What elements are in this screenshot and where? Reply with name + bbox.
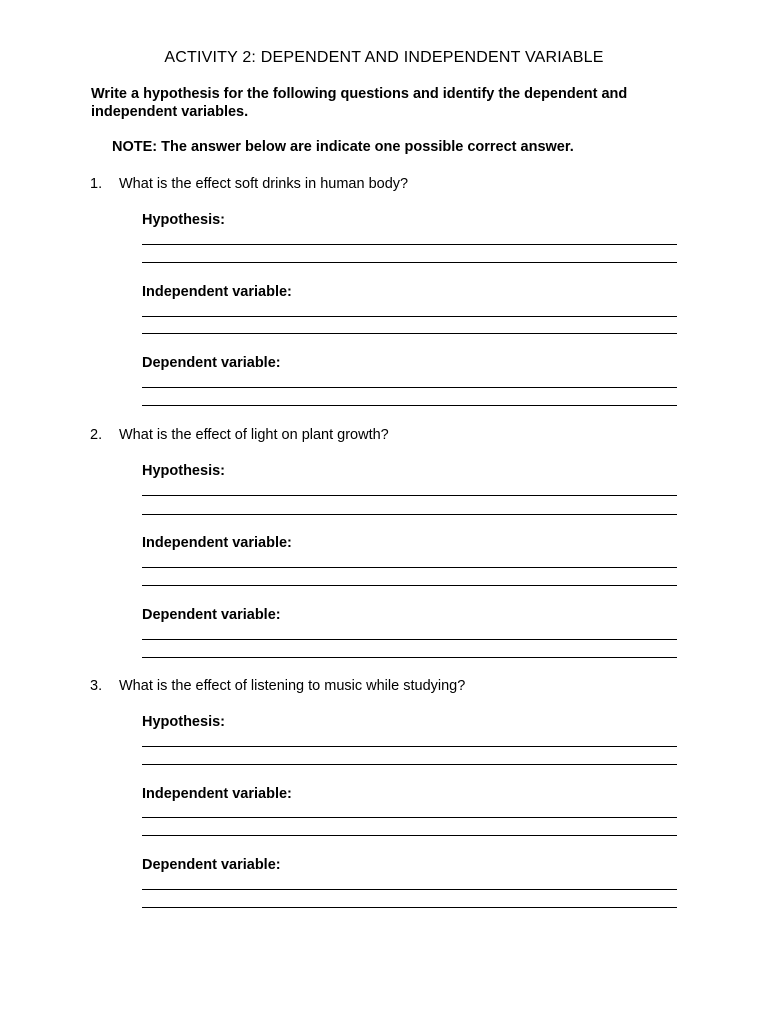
instructions: Write a hypothesis for the following questions and identify the dependent and independent variables. bbox=[91, 86, 628, 120]
dependent-variable-label: Dependent variable: bbox=[142, 355, 281, 371]
hypothesis-answer-line[interactable] bbox=[142, 244, 677, 245]
hypothesis-answer-line[interactable] bbox=[142, 262, 677, 263]
independent-variable-label: Independent variable: bbox=[142, 284, 292, 300]
dependent-variable-answer-line[interactable] bbox=[142, 907, 677, 908]
independent-variable-answer-line[interactable] bbox=[142, 817, 677, 818]
question-text: What is the effect of listening to music while studying? bbox=[119, 678, 466, 694]
question-3 bbox=[0, 677, 768, 917]
dependent-variable-answer-line[interactable] bbox=[142, 639, 677, 640]
dependent-variable-label: Dependent variable: bbox=[142, 857, 281, 873]
independent-variable-answer-line[interactable] bbox=[142, 333, 677, 334]
question-1 bbox=[0, 175, 768, 415]
hypothesis-label: Hypothesis: bbox=[142, 463, 225, 479]
page-title: ACTIVITY 2: DEPENDENT AND INDEPENDENT VARIABLE bbox=[164, 49, 604, 66]
independent-variable-answer-line[interactable] bbox=[142, 585, 677, 586]
independent-variable-answer-line[interactable] bbox=[142, 567, 677, 568]
independent-variable-label: Independent variable: bbox=[142, 535, 292, 551]
dependent-variable-label: Dependent variable: bbox=[142, 607, 281, 623]
note: NOTE: The answer below are indicate one possible correct answer. bbox=[112, 139, 574, 155]
dependent-variable-answer-line[interactable] bbox=[142, 405, 677, 406]
hypothesis-answer-line[interactable] bbox=[142, 764, 677, 765]
hypothesis-label: Hypothesis: bbox=[142, 714, 225, 730]
question-text: What is the effect of light on plant growth? bbox=[119, 427, 389, 443]
hypothesis-label: Hypothesis: bbox=[142, 212, 225, 228]
dependent-variable-answer-line[interactable] bbox=[142, 889, 677, 890]
question-3-prompt bbox=[90, 677, 465, 695]
question-number: 2. bbox=[90, 427, 103, 443]
question-2 bbox=[0, 426, 768, 666]
independent-variable-label: Independent variable: bbox=[142, 786, 292, 802]
independent-variable-answer-line[interactable] bbox=[142, 835, 677, 836]
question-number: 3. bbox=[90, 678, 103, 694]
question-1-prompt bbox=[90, 175, 408, 193]
dependent-variable-answer-line[interactable] bbox=[142, 657, 677, 658]
independent-variable-answer-line[interactable] bbox=[142, 316, 677, 317]
question-text: What is the effect soft drinks in human body? bbox=[119, 176, 409, 192]
dependent-variable-answer-line[interactable] bbox=[142, 387, 677, 388]
hypothesis-answer-line[interactable] bbox=[142, 514, 677, 515]
hypothesis-answer-line[interactable] bbox=[142, 495, 677, 496]
hypothesis-answer-line[interactable] bbox=[142, 746, 677, 747]
question-2-prompt bbox=[90, 426, 389, 444]
question-number: 1. bbox=[90, 176, 103, 192]
